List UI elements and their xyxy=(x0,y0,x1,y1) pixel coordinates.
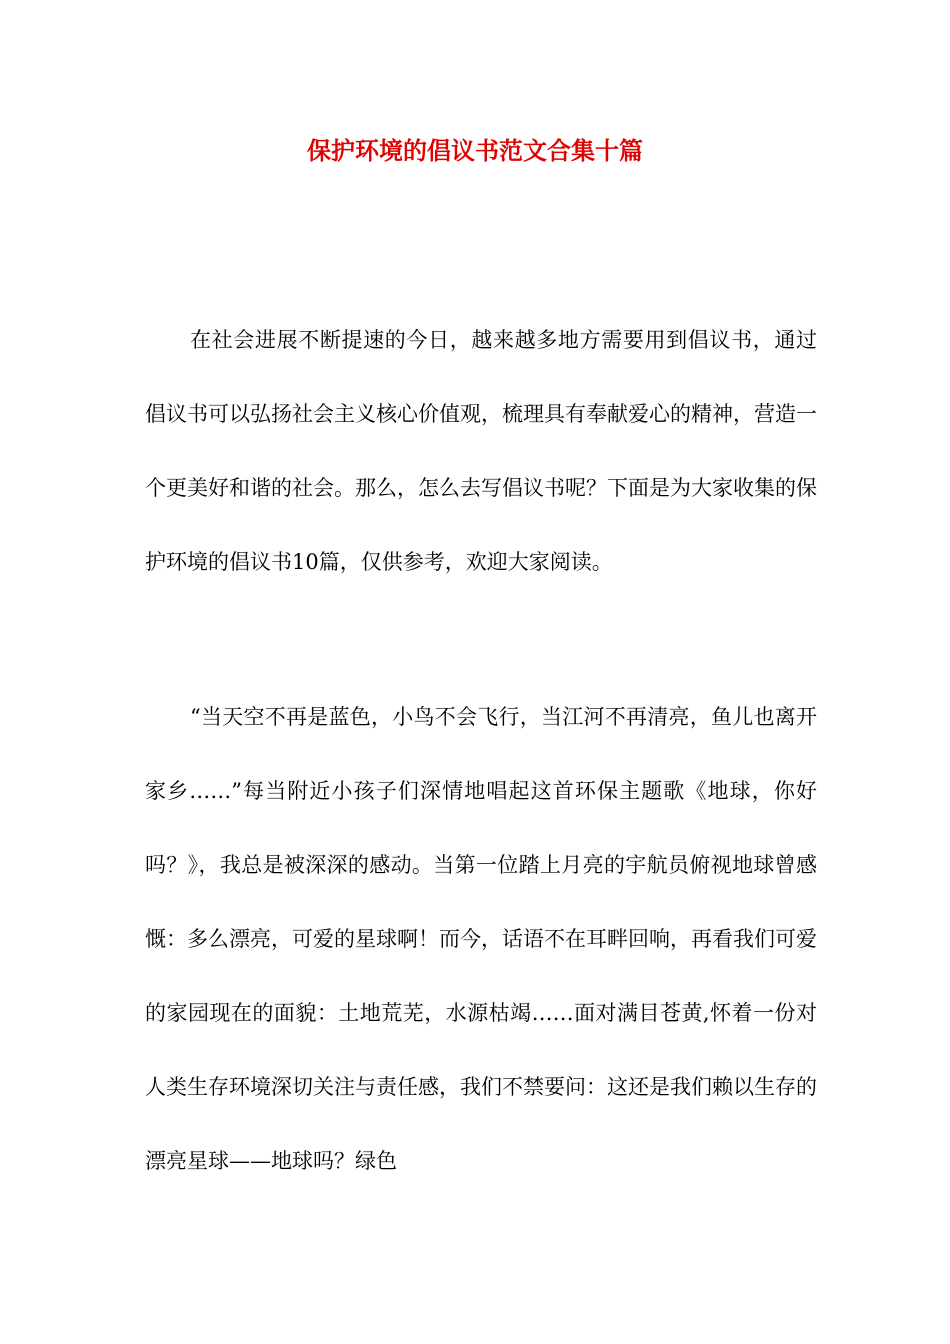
paragraph-intro: 在社会进展不断提速的今日，越来越多地方需要用到倡议书，通过倡议书可以弘扬社会主义核心价值观，梳理具有奉献爱心的精神，营造一个更美好和谐的社会。那么，怎么去写倡议书呢？下面是为大家收集的保护环境的倡议书10篇，仅供参考，欢迎大家阅读。 xyxy=(145,328,817,574)
paragraph-body: “当天空不再是蓝色，小鸟不会飞行，当江河不再清亮，鱼儿也离开家乡……”每当附近小孩子们深情地唱起这首环保主题歌《地球，你好吗？》，我总是被深深的感动。当第一位踏上月亮的宇航员俯视地球曾感慨：多么漂亮，可爱的星球啊！而今，话语不在耳畔回响，再看我们可爱的家园现在的面貌：土地荒芜，水源枯竭……面对满目苍黄,怀着一份对人类生存环境深切关注与责任感，我们不禁要问：这还是我们赖以生存的漂亮星球——地球吗？绿色 xyxy=(145,705,817,1173)
document-title: 保护环境的倡议书范文合集十篇 xyxy=(307,136,643,165)
